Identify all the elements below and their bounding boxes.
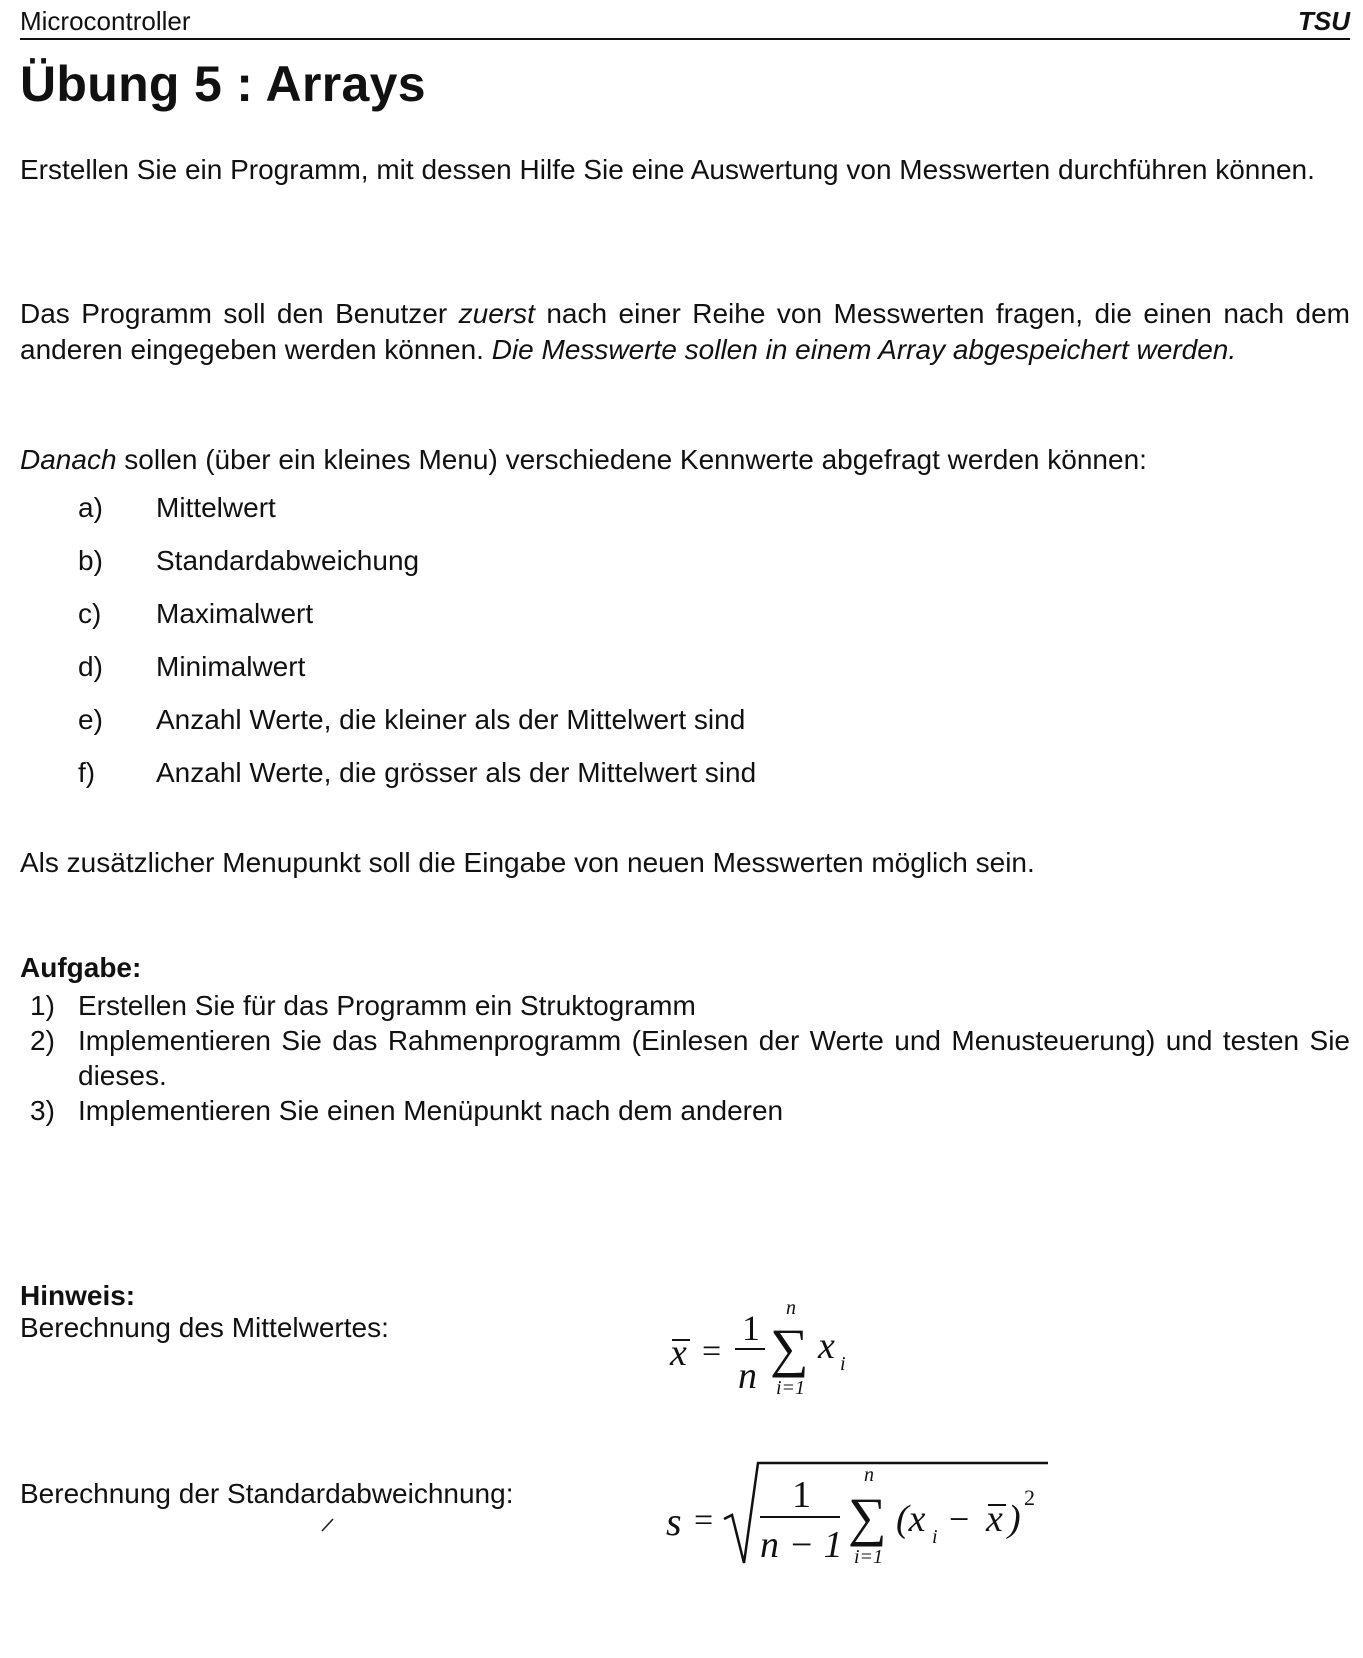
menu-item bbox=[78, 702, 756, 755]
header-school: TSU bbox=[1298, 6, 1350, 36]
menu-intro-text: sollen (über ein kleines Menu) verschiedene Kennwerte abgefragt werden können: bbox=[116, 444, 1147, 475]
std-exponent: 2 bbox=[1024, 1485, 1035, 1510]
std-close-paren: ) bbox=[1008, 1498, 1021, 1540]
menu-item-text: Anzahl Werte, die kleiner als der Mittelwert sind bbox=[156, 704, 746, 735]
task-heading: Aufgabe: bbox=[20, 952, 142, 983]
task-number: 2) bbox=[30, 1025, 55, 1056]
task-number: 3) bbox=[30, 1095, 55, 1126]
program-text-2: nach einer Reihe von Messwerten fragen, die einen nach dem anderen eingegeben werden können. bbox=[20, 298, 1350, 365]
mean-sum-symbol: ∑ bbox=[770, 1318, 809, 1378]
hint-heading: Hinweis: bbox=[20, 1280, 136, 1311]
std-numerator: 1 bbox=[792, 1474, 811, 1516]
mean-denominator: n bbox=[738, 1355, 757, 1397]
std-minus: − bbox=[940, 1499, 979, 1539]
std-denominator: n − 1 bbox=[760, 1524, 843, 1566]
menu-item bbox=[78, 755, 756, 808]
extra-menu-paragraph: Als zusätzlicher Menupunkt soll die Eingabe von neuen Messwerten möglich sein. bbox=[20, 847, 1035, 878]
menu-item-text: Anzahl Werte, die grösser als der Mittelwert sind bbox=[156, 757, 757, 788]
mean-numerator: 1 bbox=[742, 1308, 760, 1348]
task-number: 1) bbox=[30, 990, 55, 1021]
task-text: Erstellen Sie für das Programm ein Struktogramm bbox=[78, 990, 696, 1021]
mean-sum-upper: n bbox=[786, 1297, 796, 1319]
intro-paragraph: Erstellen Sie ein Programm, mit dessen Hilfe Sie eine Auswertung von Messwerten durchführen können. bbox=[20, 154, 1315, 185]
task-item bbox=[30, 1023, 1350, 1093]
task-item bbox=[30, 1093, 1350, 1128]
std-formula bbox=[660, 1445, 1080, 1575]
menu-item-letter: f) bbox=[78, 757, 96, 788]
menu-item bbox=[78, 543, 756, 596]
menu-item-letter: d) bbox=[78, 651, 103, 682]
pen-mark bbox=[318, 1515, 338, 1535]
menu-item-letter: e) bbox=[78, 704, 103, 735]
std-label: Berechnung der Standardabweichnung: bbox=[20, 1478, 514, 1509]
program-paragraph bbox=[20, 296, 1350, 368]
program-text-1: Das Programm soll den Benutzer bbox=[20, 298, 459, 329]
std-sum-lower: i=1 bbox=[854, 1546, 884, 1568]
menu-item-letter: a) bbox=[78, 492, 103, 523]
task-item bbox=[30, 988, 1350, 1023]
menu-item-letter: b) bbox=[78, 545, 103, 576]
task-text: Implementieren Sie das Rahmenprogramm (Einlesen der Werte und Menusteuerung) und testen Sie dieses. bbox=[78, 1025, 1350, 1091]
mean-formula bbox=[660, 1290, 880, 1400]
mean-term: x bbox=[818, 1325, 835, 1367]
menu-item bbox=[78, 490, 756, 543]
menu-item-text: Mittelwert bbox=[156, 492, 276, 523]
mean-term-index: i bbox=[840, 1353, 846, 1375]
program-emphasis-array: Die Messwerte sollen in einem Array abgespeichert werden. bbox=[491, 334, 1237, 365]
mean-equals: = bbox=[702, 1333, 722, 1370]
menu-intro-paragraph bbox=[20, 442, 1350, 478]
std-mean-symbol: x bbox=[986, 1498, 1003, 1540]
header-course: Microcontroller bbox=[20, 6, 191, 36]
task-list bbox=[30, 988, 1350, 1128]
menu-item-letter: c) bbox=[78, 598, 102, 629]
mean-lhs: x bbox=[670, 1332, 687, 1374]
mean-sum-lower: i=1 bbox=[776, 1377, 806, 1399]
std-sum-upper: n bbox=[864, 1464, 874, 1486]
page-title: Übung 5 : Arrays bbox=[20, 56, 426, 112]
menu-item-text: Standardabweichung bbox=[156, 545, 420, 576]
menu-item-text: Maximalwert bbox=[156, 598, 314, 629]
task-text: Implementieren Sie einen Menüpunkt nach dem anderen bbox=[78, 1095, 784, 1126]
menu-list bbox=[78, 490, 756, 808]
std-term-index: i bbox=[932, 1526, 938, 1548]
std-sum-symbol: ∑ bbox=[848, 1487, 887, 1547]
std-equals: = bbox=[694, 1502, 714, 1539]
menu-item bbox=[78, 596, 756, 649]
mean-label: Berechnung des Mittelwertes: bbox=[20, 1312, 389, 1343]
menu-item bbox=[78, 649, 756, 702]
page-header bbox=[20, 4, 1350, 40]
menu-intro-emphasis: Danach bbox=[20, 444, 117, 475]
std-open-term: (x bbox=[896, 1498, 926, 1540]
menu-item-text: Minimalwert bbox=[156, 651, 306, 682]
std-lhs: s bbox=[666, 1499, 682, 1544]
program-emphasis-first: zuerst bbox=[458, 298, 535, 329]
